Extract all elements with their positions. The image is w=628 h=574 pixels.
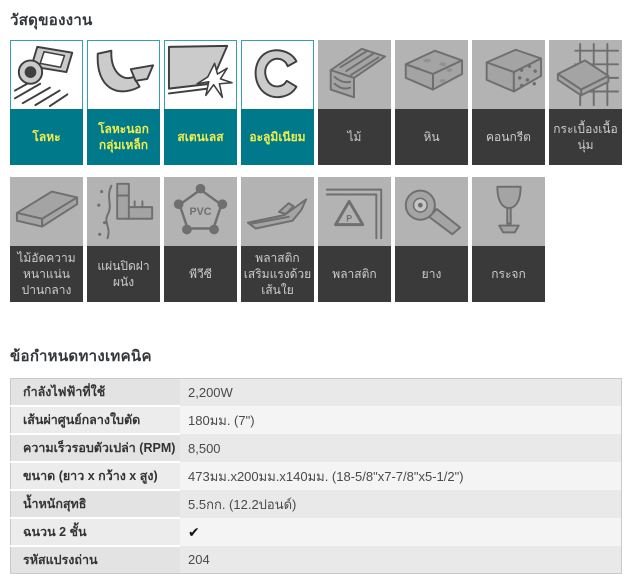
spec-label: ความเร็วรอบตัวเปล่า (RPM) xyxy=(11,434,181,462)
spec-value: 204 xyxy=(180,546,622,574)
mdf-board-icon xyxy=(10,177,83,246)
fiber-reinforced-plastic-icon xyxy=(241,177,314,246)
stone-icon xyxy=(395,40,468,109)
material-label: กระจก xyxy=(472,246,545,302)
spec-label: น้ำหนักสุทธิ xyxy=(11,490,181,518)
spec-value: 473มม.x200มม.x140มม. (18-5/8"x7-7/8"x5-1/2") xyxy=(180,462,622,490)
material-label: หิน xyxy=(395,109,468,165)
metal-icon xyxy=(10,40,83,109)
pvc-icon xyxy=(164,177,237,246)
svg-text:P: P xyxy=(346,213,353,224)
material-tile-stainless-steel xyxy=(164,40,237,165)
material-label: ไม้ xyxy=(318,109,391,165)
material-tile-wood xyxy=(318,40,391,165)
material-label: ยาง xyxy=(395,246,468,302)
material-label: โลหะนอก​กลุ่มเหล็ก xyxy=(87,109,160,165)
material-tile-soft-tile xyxy=(549,40,622,165)
spec-label: เส้นผ่าศูนย์กลางใบตัด xyxy=(11,406,181,434)
material-label: คอนกรีต xyxy=(472,109,545,165)
spec-row xyxy=(11,406,622,434)
stainless-steel-icon xyxy=(164,40,237,109)
materials-grid xyxy=(10,40,626,302)
spec-label: ฉนวน 2 ชั้น xyxy=(11,518,181,546)
material-tile-rubber xyxy=(395,177,468,302)
material-label: กระเบื้อง​เนื้อนุ่ม xyxy=(549,109,622,165)
material-label: พลาสติก​เสริมแรง​ด้วย​เส้นใย xyxy=(241,246,314,302)
spec-row xyxy=(11,490,622,518)
specs-table xyxy=(10,378,622,574)
spec-label: ขนาด (ยาว x กว้าง x สูง) xyxy=(11,462,181,490)
material-label: แผ่นปิด​ฝาผนัง xyxy=(87,246,160,302)
materials-section-title: วัสดุของงาน xyxy=(10,12,93,29)
svg-text:PVC: PVC xyxy=(189,205,212,218)
material-tile-metal xyxy=(10,40,83,165)
plastic-icon xyxy=(318,177,391,246)
material-tile-glass xyxy=(472,177,545,302)
glass-icon xyxy=(472,177,545,246)
material-tile-aluminium xyxy=(241,40,314,165)
spec-row xyxy=(11,434,622,462)
spec-label: กำลังไฟฟ้าที่ใช้ xyxy=(11,379,181,407)
spec-value: 180มม. (7") xyxy=(180,406,622,434)
material-label: โลหะ xyxy=(10,109,83,165)
material-tile-non-ferrous-metal xyxy=(87,40,160,165)
spec-value: 2,200W xyxy=(180,379,622,407)
material-tile-mdf-board xyxy=(10,177,83,302)
spec-value: 8,500 xyxy=(180,434,622,462)
material-tile-fiber-reinforced-plastic xyxy=(241,177,314,302)
material-label: อะลูมิเนียม xyxy=(241,109,314,165)
material-tile-concrete xyxy=(472,40,545,165)
material-tile-wall-cladding xyxy=(87,177,160,302)
soft-tile-icon xyxy=(549,40,622,109)
spec-row xyxy=(11,379,622,407)
spec-row xyxy=(11,518,622,546)
wall-cladding-icon xyxy=(87,177,160,246)
spec-value: 5.5กก. (12.2ปอนด์) xyxy=(180,490,622,518)
material-tile-pvc xyxy=(164,177,237,302)
material-label: พีวีซี xyxy=(164,246,237,302)
material-label: ไม้อัด​ความหนา​แน่นปาน​กลาง xyxy=(10,246,83,302)
material-tile-plastic xyxy=(318,177,391,302)
spec-label: รหัสแปรงถ่าน xyxy=(11,546,181,574)
non-ferrous-metal-icon xyxy=(87,40,160,109)
specs-section-title: ข้อกำหนดทางเทคนิค xyxy=(10,348,152,365)
rubber-icon xyxy=(395,177,468,246)
material-label: พลาสติก xyxy=(318,246,391,302)
material-tile-stone xyxy=(395,40,468,165)
spec-row xyxy=(11,462,622,490)
aluminium-icon xyxy=(241,40,314,109)
material-label: สเตนเลส xyxy=(164,109,237,165)
concrete-icon xyxy=(472,40,545,109)
spec-value: ✔ xyxy=(180,518,622,546)
wood-icon xyxy=(318,40,391,109)
spec-row xyxy=(11,546,622,574)
